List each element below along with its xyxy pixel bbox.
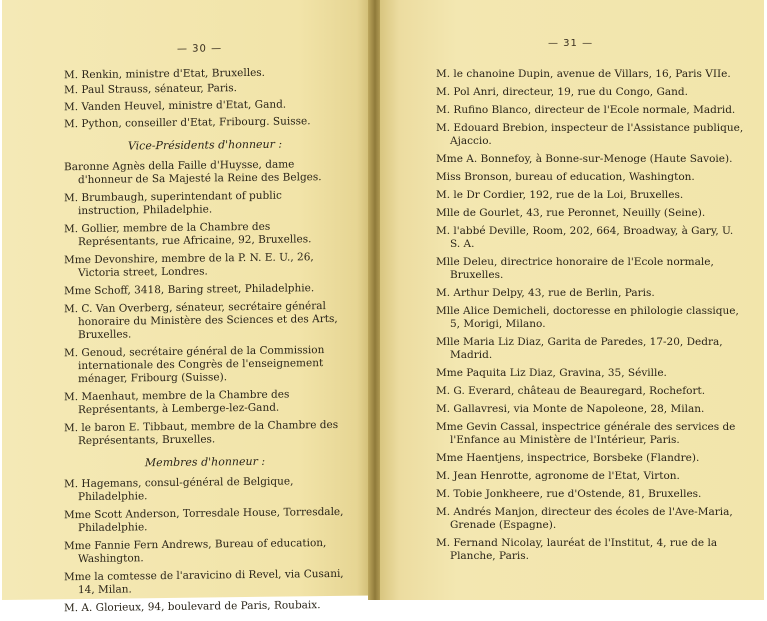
list-item: M. Brumbaugh, superintendant of public instruction, Philadelphie. [64,189,282,218]
list-item: M. Maenhaut, membre de la Chambre des Représentants, à Lemberge-lez-Gand. [64,388,290,417]
section-heading-membres: Membres d'honneur : [144,454,266,470]
list-item: M. Vanden Heuvel, ministre d'Etat, Gand. [64,98,287,114]
list-item: M. Python, conseiller d'Etat, Fribourg. Suisse. [64,115,311,131]
list-item: Mme Fannie Fern Andrews, Bureau of education, Washington. [64,537,327,566]
list-item: M. Genoud, secrétaire général de la Commission internationale des Congrès de l'enseignement ménager, Fribourg (Suisse). [64,344,325,386]
list-item: Mme Schoff, 3418, Baring street, Philadelphie. [64,282,315,298]
left-page [2,0,372,615]
section-heading-vice-presidents: Vice-Présidents d'honneur : [127,137,283,153]
list-item: M. le chanoine Dupin, avenue de Villars, 16, Paris VIIe. [436,68,731,80]
list-item: Mme Scott Anderson, Torresdale House, Torresdale, Philadelphie. [64,505,344,535]
list-item: M. Andrés Manjon, directeur des écoles de l'Ave-Maria, Grenade (Espagne). [436,506,733,531]
list-item: M. C. Van Overberg, sénateur, secrétaire général honoraire du Ministère des Sciences et des Arts, Bruxelles. [64,300,338,342]
right-page [380,0,764,600]
list-item: M. le Dr Cordier, 192, rue de la Loi, Bruxelles. [436,189,684,201]
page-number: — 30 — [177,43,223,55]
list-item: Miss Bronson, bureau of education, Washington. [436,171,695,183]
list-item: M. le baron E. Tibbaut, membre de la Chambre des Représentants, Bruxelles. [64,418,339,448]
list-item: Mlle Deleu, directrice honoraire de l'Ecole normale, Bruxelles. [436,256,714,281]
list-item: M. Gollier, membre de la Chambre des Représentants, rue Africaine, 92, Bruxelles. [64,220,312,249]
list-item: M. A. Glorieux, 94, boulevard de Paris, Roubaix. [64,599,321,615]
left-page-list [64,66,346,620]
list-item: Mme A. Bonnefoy, à Bonne-sur-Menoge (Haute Savoie). [436,153,733,165]
list-item: Mlle Maria Liz Diaz, Garita de Paredes, 17-20, Dedra, Madrid. [436,336,723,361]
list-item: M. Hagemans, consul-général de Belgique, Philadelphie. [64,475,294,504]
list-item: M. Arthur Delpy, 43, rue de Berlin, Paris. [436,287,655,299]
list-item: M. Jean Henrotte, agronome de l'Etat, Virton. [436,470,680,482]
list-item: Mme Haentjens, inspectrice, Borsbeke (Flandre). [436,452,700,464]
list-item: Mme Paquita Liz Diaz, Gravina, 35, Séville. [436,367,667,379]
list-item: M. Renkin, ministre d'Etat, Bruxelles. [64,66,266,82]
right-page-list [436,68,746,568]
list-item: Mme Devonshire, membre de la P. N. E. U., 26, Victoria street, Londres. [64,251,314,280]
list-item: M. Pol Anri, directeur, 19, rue du Congo, Gand. [436,86,688,98]
list-item: M. Fernand Nicolay, lauréat de l'Institut, 4, rue de la Planche, Paris. [436,537,718,562]
list-item: M. G. Everard, château de Beauregard, Rochefort. [436,385,706,397]
list-item: M. Rufino Blanco, directeur de l'Ecole normale, Madrid. [436,104,736,116]
list-item: M. Edouard Brebion, inspecteur de l'Assistance publique, Ajaccio. [436,122,744,147]
page-number: — 31 — [548,38,594,49]
list-item: Mme la comtesse de l'aravicino di Revel, via Cusani, 14, Milan. [64,567,344,597]
list-item: M. Paul Strauss, sénateur, Paris. [64,82,237,97]
list-item: M. Tobie Jonkheere, rue d'Ostende, 81, Bruxelles. [436,488,702,500]
list-item: M. Gallavresi, via Monte de Napoleone, 28, Milan. [436,403,705,415]
list-item: Mlle de Gourlet, 43, rue Peronnet, Neuilly (Seine). [436,207,706,219]
list-item: Mme Gevin Cassal, inspectrice générale des services de l'Enfance au Ministère de l'Intérieur, Paris. [436,421,736,446]
list-item: M. l'abbé Deville, Room, 202, 664, Broadway, à Gary, U. S. A. [436,225,734,250]
list-item: Mlle Alice Demicheli, doctoresse en philologie classique, 5, Morigi, Milano. [436,305,739,330]
list-item: Baronne Agnès della Faille d'Huysse, dame d'honneur de Sa Majesté la Reine des Belges. [64,158,322,187]
